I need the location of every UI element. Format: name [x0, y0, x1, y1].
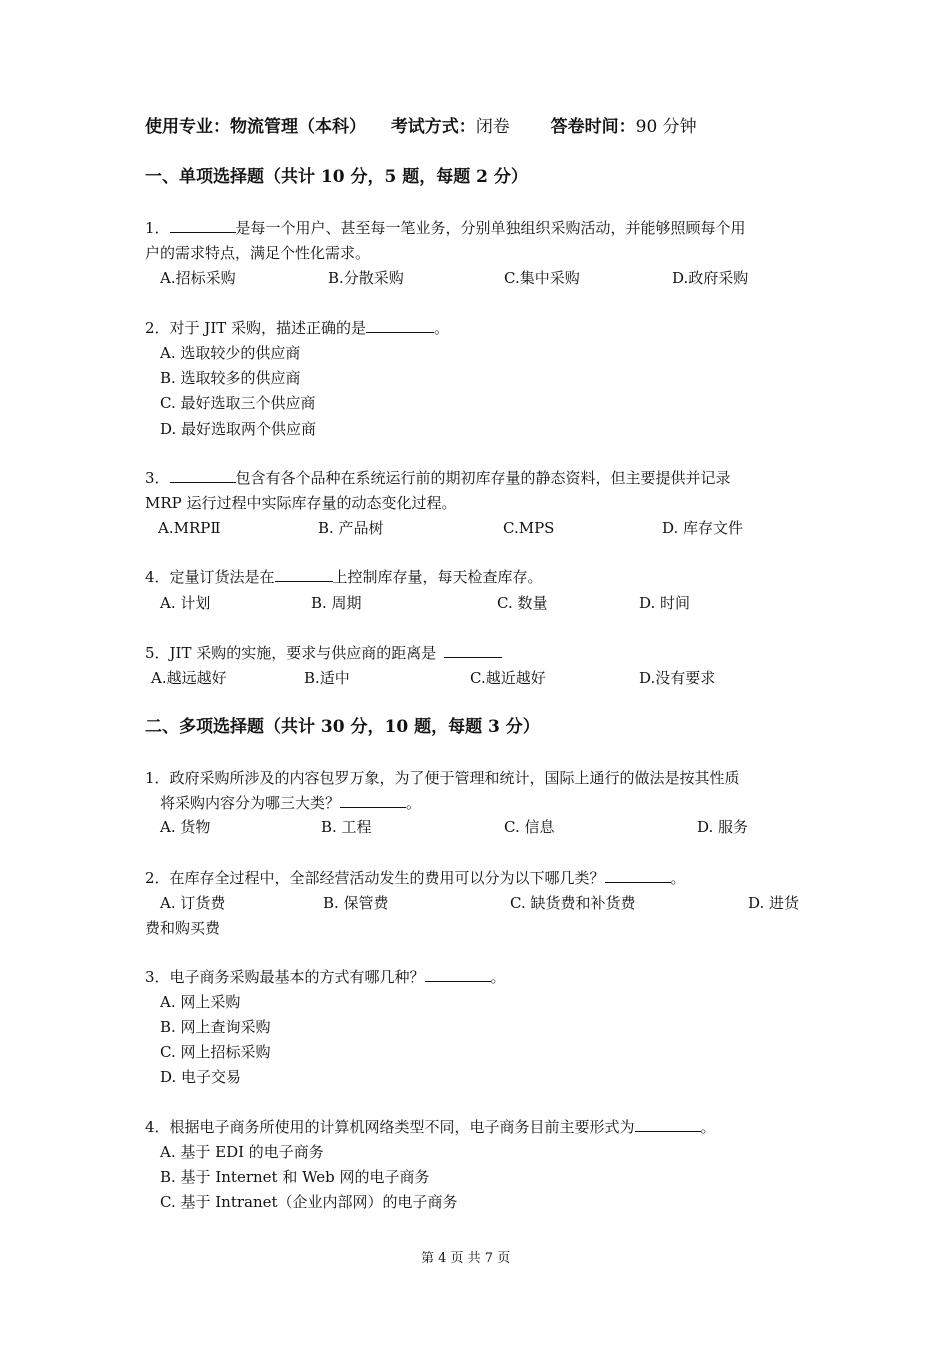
- s2-q2-suffix: 。: [670, 869, 686, 887]
- s2-q2-option-d: D. 进货: [748, 894, 800, 912]
- page-footer: 第 4 页 共 7 页: [421, 1251, 511, 1266]
- s1-q4-option-d: D. 时间: [639, 594, 691, 612]
- s1-q1-line2: 户的需求特点，满足个性化需求。: [145, 244, 371, 262]
- s2-q1-option-a: A. 货物: [160, 818, 211, 836]
- s1-q1-blank: [170, 218, 236, 233]
- s1-q3-option-a: A.MRPⅡ: [158, 519, 221, 537]
- s1-q3-option-b: B. 产品树: [318, 519, 384, 537]
- exam-label: 考试方式：: [390, 117, 476, 137]
- s1-q2-line1: [145, 318, 449, 338]
- s2-q3-line1: [145, 967, 506, 987]
- s2-q1-option-c: C. 信息: [504, 818, 555, 836]
- section2-title: 二、多项选择题（共计 30 分，10 题，每题 3 分）: [145, 717, 540, 737]
- s1-q1-line1: [145, 218, 746, 238]
- s1-q5-prefix: 5．JIT 采购的实施，要求与供应商的距离是: [145, 644, 437, 662]
- s1-q4-line1: [145, 567, 543, 587]
- s2-q2-blank: [605, 868, 671, 883]
- s1-q3-line2: MRP 运行过程中实际库存量的动态变化过程。: [145, 494, 457, 512]
- s1-q5-option-b: B.适中: [304, 669, 350, 687]
- s1-q1-option-b: B.分散采购: [328, 269, 404, 287]
- s2-q2-line1: [145, 868, 686, 888]
- s1-q3-option-d: D. 库存文件: [662, 519, 744, 537]
- s1-q1-num: 1．: [145, 219, 170, 237]
- s1-q1-option-a: A.招标采购: [160, 269, 236, 287]
- s1-q2-blank: [366, 318, 434, 333]
- s2-q2-option-a: A. 订货费: [160, 894, 226, 912]
- s2-q4-option-a: A. 基于 EDI 的电子商务: [160, 1143, 324, 1161]
- s1-q1-option-c: C.集中采购: [504, 269, 580, 287]
- s1-q2-option-c: C. 最好选取三个供应商: [160, 394, 316, 412]
- s1-q3-text-a: 包含有各个品种在系统运行前的期初库存量的静态资料，但主要提供并记录: [235, 469, 731, 487]
- exam-value: 闭卷: [475, 117, 510, 137]
- s2-q4-suffix: 。: [700, 1118, 716, 1136]
- s1-q4-option-a: A. 计划: [160, 594, 211, 612]
- s1-q4-suffix: 上控制库存量，每天检查库存。: [332, 568, 543, 586]
- time-label: 答卷时间：: [550, 117, 636, 137]
- s2-q2-prefix: 2．在库存全过程中，全部经营活动发生的费用可以分为以下哪几类？: [145, 869, 605, 887]
- s2-q4-option-c: C. 基于 Intranet（企业内部网）的电子商务: [160, 1193, 458, 1211]
- s1-q4-prefix: 4．定量订货法是在: [145, 568, 275, 586]
- s1-q5-option-c: C.越近越好: [470, 669, 546, 687]
- major-value: 物流管理（本科）: [230, 117, 366, 137]
- major-label: 使用专业：: [145, 117, 230, 137]
- s1-q2-option-d: D. 最好选取两个供应商: [160, 420, 317, 438]
- s1-q5-option-d: D.没有要求: [639, 669, 716, 687]
- s2-q1-suffix: 。: [406, 794, 422, 812]
- s2-q1-line2: [160, 793, 421, 813]
- s1-q3-option-c: C.MPS: [503, 519, 555, 537]
- s1-q3-num: 3．: [145, 469, 170, 487]
- s1-q2-option-b: B. 选取较多的供应商: [160, 369, 301, 387]
- s2-q4-prefix: 4．根据电子商务所使用的计算机网络类型不同，电子商务目前主要形式为: [145, 1118, 635, 1136]
- s2-q1-text-b: 将采购内容分为哪三大类？: [160, 794, 341, 812]
- s1-q5-blank: [444, 643, 502, 658]
- s2-q1-option-b: B. 工程: [321, 818, 372, 836]
- s1-q1-option-d: D.政府采购: [672, 269, 749, 287]
- s1-q1-text-a: 是每一个用户、甚至每一笔业务，分别单独组织采购活动，并能够照顾每个用: [235, 219, 746, 237]
- time-value: 90 分钟: [635, 117, 697, 137]
- s2-q4-blank: [635, 1117, 701, 1132]
- s2-q3-prefix: 3．电子商务采购最基本的方式有哪几种？: [145, 968, 425, 986]
- s1-q5-option-a: A.越远越好: [151, 669, 227, 687]
- s2-q1-line1: 1．政府采购所涉及的内容包罗万象，为了便于管理和统计，国际上通行的做法是按其性质: [145, 769, 740, 787]
- s2-q2-continuation: 费和购买费: [145, 919, 221, 937]
- s2-q3-option-d: D. 电子交易: [160, 1068, 242, 1086]
- section1-title: 一、单项选择题（共计 10 分，5 题，每题 2 分）: [145, 167, 528, 187]
- s1-q4-blank: [275, 567, 333, 582]
- s1-q4-option-b: B. 周期: [311, 594, 362, 612]
- s1-q3-line1: [145, 468, 731, 488]
- s2-q3-option-c: C. 网上招标采购: [160, 1043, 271, 1061]
- exam-header: [145, 117, 697, 137]
- s2-q2-option-c: C. 缺货费和补货费: [510, 894, 636, 912]
- s1-q2-prefix: 2．对于 JIT 采购，描述正确的是: [145, 319, 367, 337]
- s2-q1-blank: [340, 793, 406, 808]
- s2-q4-line1: [145, 1117, 716, 1137]
- s1-q3-blank: [170, 468, 236, 483]
- s2-q3-option-b: B. 网上查询采购: [160, 1018, 271, 1036]
- s1-q2-suffix: 。: [434, 319, 450, 337]
- s2-q2-option-b: B. 保管费: [323, 894, 389, 912]
- s2-q3-suffix: 。: [490, 968, 506, 986]
- s2-q1-option-d: D. 服务: [697, 818, 749, 836]
- s2-q4-option-b: B. 基于 Internet 和 Web 网的电子商务: [160, 1168, 430, 1186]
- s2-q3-option-a: A. 网上采购: [160, 993, 241, 1011]
- s1-q5-line1: [145, 643, 502, 663]
- s1-q2-option-a: A. 选取较少的供应商: [160, 344, 301, 362]
- s1-q4-option-c: C. 数量: [497, 594, 548, 612]
- s2-q3-blank: [425, 967, 491, 982]
